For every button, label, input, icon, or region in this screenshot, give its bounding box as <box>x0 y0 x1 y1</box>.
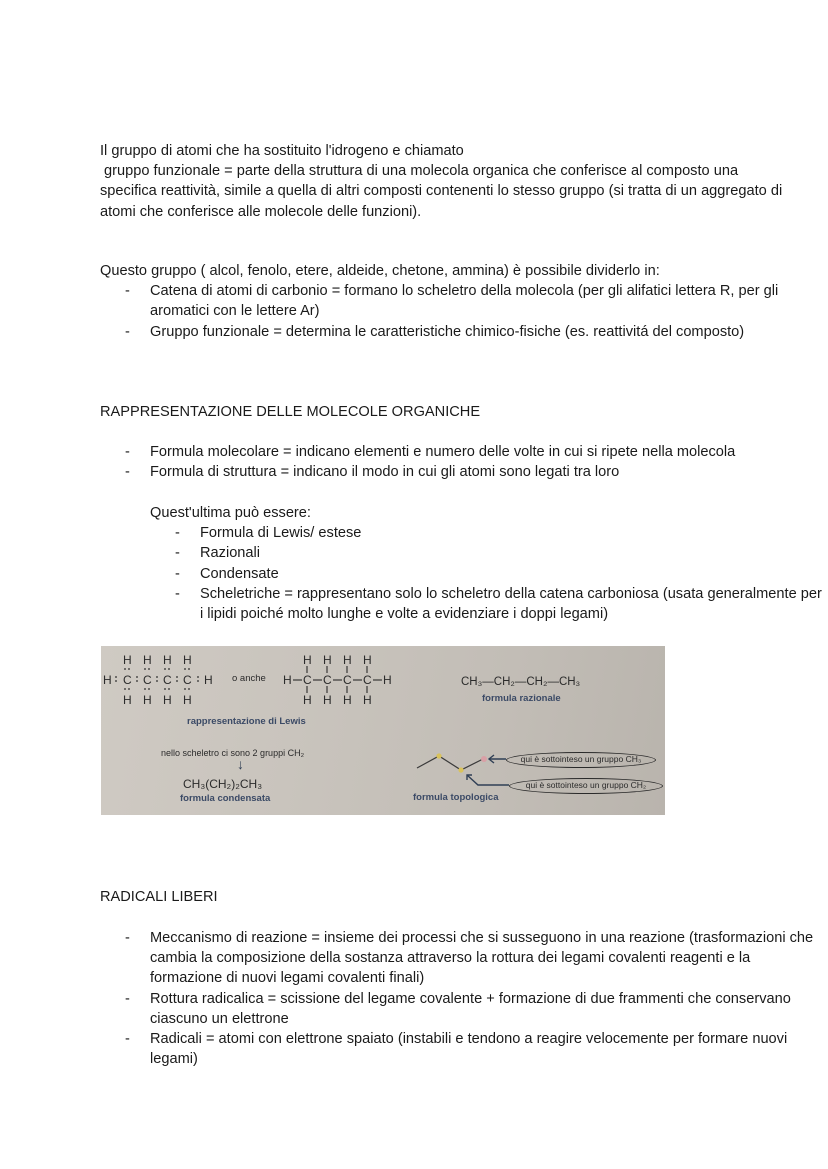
radicals-list-block <box>100 928 825 1069</box>
structure-types-block <box>150 503 828 624</box>
condensed-formula: CH₃(CH₂)₂CH₃ <box>183 777 263 791</box>
division-list <box>100 281 780 342</box>
svg-text:H: H <box>383 673 392 687</box>
radicals-item: - Meccanismo di reazione = insieme dei processi che si susseguono in una reazione (trasformazioni che cambia la composizione della sostanza attraverso la rottura dei legami covalenti reagenti e la formazione di nuovi legami covalenti finali) <box>100 928 822 989</box>
intro-line: specifica reattività, simile a quella di altri composti contenenti lo stesso gruppo (si tratta di un aggregato di <box>100 183 783 200</box>
molecule-representation-figure <box>101 646 665 815</box>
representation-list-block <box>100 442 825 482</box>
representation-item: - Formula di struttura = indicano il modo in cui gli atomi sono legati tra loro <box>100 462 825 482</box>
representation-list <box>100 442 825 482</box>
intro-line: Il gruppo di atomi che ha sostituito l'idrogeno e chiamato <box>100 143 464 159</box>
condensed-caption: formula condensata <box>180 793 271 804</box>
structure-type-item: - Condensate <box>150 564 828 584</box>
svg-text:H: H <box>303 653 312 667</box>
structure-types-list <box>150 523 828 624</box>
svg-text:H: H <box>123 693 132 707</box>
o-anche-label: o anche <box>232 673 266 684</box>
svg-text:H: H <box>363 693 372 707</box>
division-section <box>100 261 825 342</box>
radicals-list <box>100 928 822 1069</box>
svg-text:H: H <box>323 693 332 707</box>
svg-text:C: C <box>163 673 172 687</box>
svg-text:C: C <box>343 673 352 687</box>
svg-text:H: H <box>343 653 352 667</box>
svg-text:C: C <box>303 673 312 687</box>
annotation-ch2-oval <box>509 778 663 794</box>
topological-caption: formula topologica <box>413 792 499 803</box>
down-arrow-icon: ↓ <box>237 756 244 772</box>
svg-text:C: C <box>323 673 332 687</box>
section-heading-representation: RAPPRESENTAZIONE DELLE MOLECOLE ORGANICHE <box>100 404 481 420</box>
svg-text:H: H <box>123 653 132 667</box>
svg-text:C: C <box>123 673 132 687</box>
svg-text:C: C <box>183 673 192 687</box>
annotation-ch3-oval <box>506 752 656 768</box>
annotation-ch3: qui è sottointeso un gruppo CH₃ <box>520 754 642 764</box>
intro-paragraph <box>100 141 825 222</box>
section-heading-radicals: RADICALI LIBERI <box>100 889 218 905</box>
division-item: - Catena di atomi di carbonio = formano lo scheletro della molecola (per gli alifatici lettera R, per gli aromatici con le lettere Ar) <box>100 281 780 321</box>
radicals-item: - Radicali = atomi con elettrone spaiato (instabili e tendono a reagire velocemente per formare nuovi legami) <box>100 1029 822 1069</box>
intro-line: atomi che conferisce alle molecole delle funzioni). <box>100 203 422 220</box>
svg-text:H: H <box>143 693 152 707</box>
svg-text:H: H <box>163 653 172 667</box>
condensed-note: nello scheletro ci sono 2 gruppi CH₂ <box>161 748 305 758</box>
svg-text:H: H <box>204 673 213 687</box>
svg-text:H: H <box>283 673 292 687</box>
annotation-ch2: qui è sottointeso un gruppo CH₂ <box>525 780 647 790</box>
representation-item: - Formula molecolare = indicano elementi e numero delle volte in cui si ripete nella molecola <box>100 442 825 462</box>
svg-text:H: H <box>183 653 192 667</box>
rational-caption: formula razionale <box>482 693 561 704</box>
svg-text:C: C <box>363 673 372 687</box>
structure-type-item: - Formula di Lewis/ estese <box>150 523 828 543</box>
intro-line: gruppo funzionale = parte della struttura di una molecola organica che conferisce al composto una <box>100 163 739 180</box>
rational-formula: CH₃—CH₂—CH₂—CH₃ <box>461 676 581 688</box>
division-lead: Questo gruppo ( alcol, fenolo, etere, aldeide, chetone, ammina) è possibile dividerlo in: <box>100 263 660 279</box>
radicals-item: - Rottura radicalica = scissione del legame covalente + formazione di due frammenti che conservano ciascuno un elettrone <box>100 989 822 1029</box>
svg-text:H: H <box>343 693 352 707</box>
structure-types-lead: Quest'ultima può essere: <box>150 505 311 521</box>
svg-text:H: H <box>323 653 332 667</box>
lewis-caption: rappresentazione di Lewis <box>187 716 306 727</box>
svg-text:C: C <box>143 673 152 687</box>
svg-text:H: H <box>303 693 312 707</box>
svg-text:H: H <box>143 653 152 667</box>
svg-text:H: H <box>163 693 172 707</box>
svg-text:H: H <box>103 673 112 687</box>
svg-text:H: H <box>363 653 372 667</box>
division-item: - Gruppo funzionale = determina le caratteristiche chimico-fisiche (es. reattivitá del composto) <box>100 322 780 342</box>
structure-type-item: - Razionali <box>150 543 828 563</box>
svg-text:H: H <box>183 693 192 707</box>
structure-type-item: - Scheletriche = rappresentano solo lo scheletro della catena carboniosa (usata generalmente per i lipidi poiché molto lunghe e volte a evidenziare i doppi legami) <box>150 584 828 624</box>
